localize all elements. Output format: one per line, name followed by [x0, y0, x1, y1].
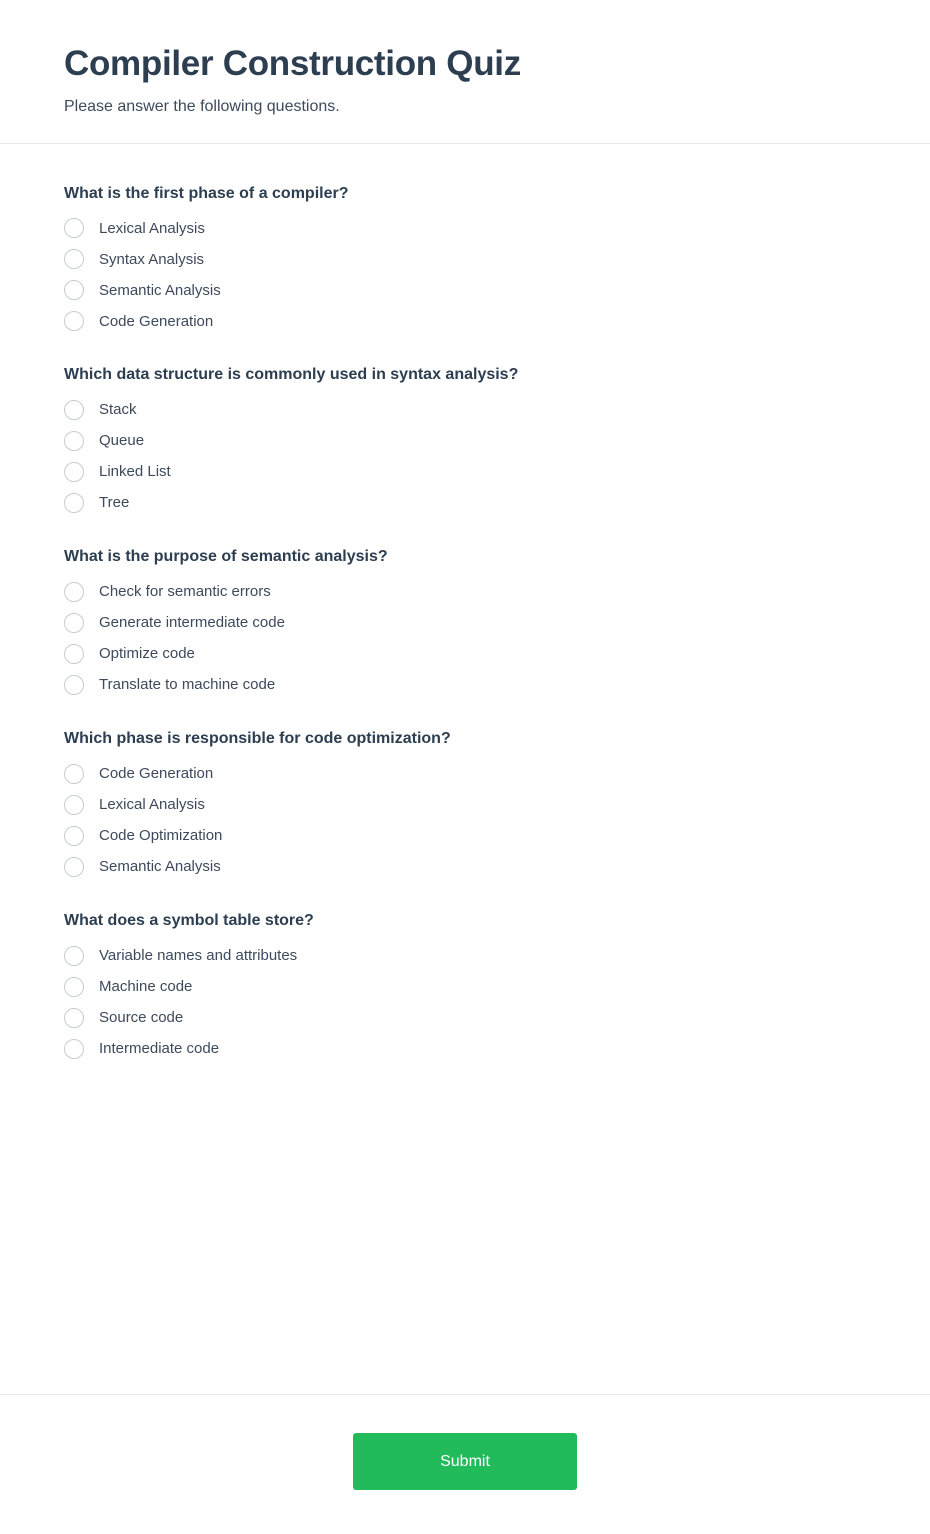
option-row[interactable] [64, 977, 866, 997]
radio-button-icon[interactable] [64, 280, 84, 300]
option-label: Syntax Analysis [99, 250, 205, 268]
radio-button-icon[interactable] [64, 218, 84, 238]
option-row[interactable] [64, 644, 866, 664]
question-block-2 [64, 365, 866, 513]
option-row[interactable] [64, 462, 866, 482]
option-label: Optimize code [99, 645, 195, 663]
option-row[interactable] [64, 857, 866, 877]
questions-list [0, 144, 930, 1394]
option-label: Variable names and attributes [99, 946, 298, 964]
option-label: Tree [99, 494, 130, 512]
radio-button-icon[interactable] [64, 1039, 84, 1059]
option-label: Translate to machine code [99, 676, 276, 694]
option-label: Queue [99, 432, 145, 450]
option-row[interactable] [64, 946, 866, 966]
option-row[interactable] [64, 311, 866, 331]
radio-button-icon[interactable] [64, 675, 84, 695]
radio-button-icon[interactable] [64, 1008, 84, 1028]
option-label: Code Optimization [99, 827, 223, 845]
radio-button-icon[interactable] [64, 493, 84, 513]
option-row[interactable] [64, 1008, 866, 1028]
radio-button-icon[interactable] [64, 764, 84, 784]
radio-button-icon[interactable] [64, 249, 84, 269]
option-label: Semantic Analysis [99, 858, 221, 876]
option-row[interactable] [64, 280, 866, 300]
option-label: Code Generation [99, 312, 214, 330]
radio-button-icon[interactable] [64, 857, 84, 877]
radio-button-icon[interactable] [64, 946, 84, 966]
question-block-4 [64, 729, 866, 877]
question-block-1 [64, 184, 866, 332]
option-row[interactable] [64, 764, 866, 784]
option-row[interactable] [64, 795, 866, 815]
radio-button-icon[interactable] [64, 431, 84, 451]
option-label: Intermediate code [99, 1039, 220, 1057]
question-text: What is the first phase of a compiler? [64, 184, 349, 202]
option-row[interactable] [64, 431, 866, 451]
option-row[interactable] [64, 218, 866, 238]
radio-button-icon[interactable] [64, 462, 84, 482]
option-label: Lexical Analysis [99, 796, 205, 814]
option-row[interactable] [64, 613, 866, 633]
question-block-5 [64, 911, 866, 1059]
radio-button-icon[interactable] [64, 311, 84, 331]
radio-button-icon[interactable] [64, 644, 84, 664]
radio-button-icon[interactable] [64, 613, 84, 633]
question-text: What does a symbol table store? [64, 911, 314, 929]
option-row[interactable] [64, 826, 866, 846]
page-title: Compiler Construction Quiz [64, 44, 521, 83]
option-row[interactable] [64, 675, 866, 695]
radio-button-icon[interactable] [64, 826, 84, 846]
quiz-header [0, 0, 930, 144]
option-row[interactable] [64, 400, 866, 420]
option-label: Machine code [99, 977, 193, 995]
radio-button-icon[interactable] [64, 582, 84, 602]
question-text: Which data structure is commonly used in syntax analysis? [64, 366, 519, 384]
option-row[interactable] [64, 1039, 866, 1059]
option-label: Source code [99, 1008, 184, 1026]
question-text: What is the purpose of semantic analysis? [64, 548, 388, 566]
option-label: Semantic Analysis [99, 281, 221, 299]
page-subtitle: Please answer the following questions. [64, 98, 340, 116]
radio-button-icon[interactable] [64, 977, 84, 997]
option-row[interactable] [64, 249, 866, 269]
option-label: Lexical Analysis [99, 219, 205, 237]
radio-button-icon[interactable] [64, 400, 84, 420]
option-label: Check for semantic errors [99, 583, 271, 601]
option-label: Stack [99, 401, 137, 419]
option-label: Generate intermediate code [99, 614, 285, 632]
option-row[interactable] [64, 582, 866, 602]
question-text: Which phase is responsible for code optimization? [64, 730, 451, 748]
submit-button[interactable]: Submit [353, 1433, 577, 1490]
option-row[interactable] [64, 493, 866, 513]
radio-button-icon[interactable] [64, 795, 84, 815]
quiz-footer [0, 1394, 930, 1534]
option-label: Linked List [99, 463, 171, 481]
option-label: Code Generation [99, 765, 214, 783]
question-block-3 [64, 547, 866, 695]
